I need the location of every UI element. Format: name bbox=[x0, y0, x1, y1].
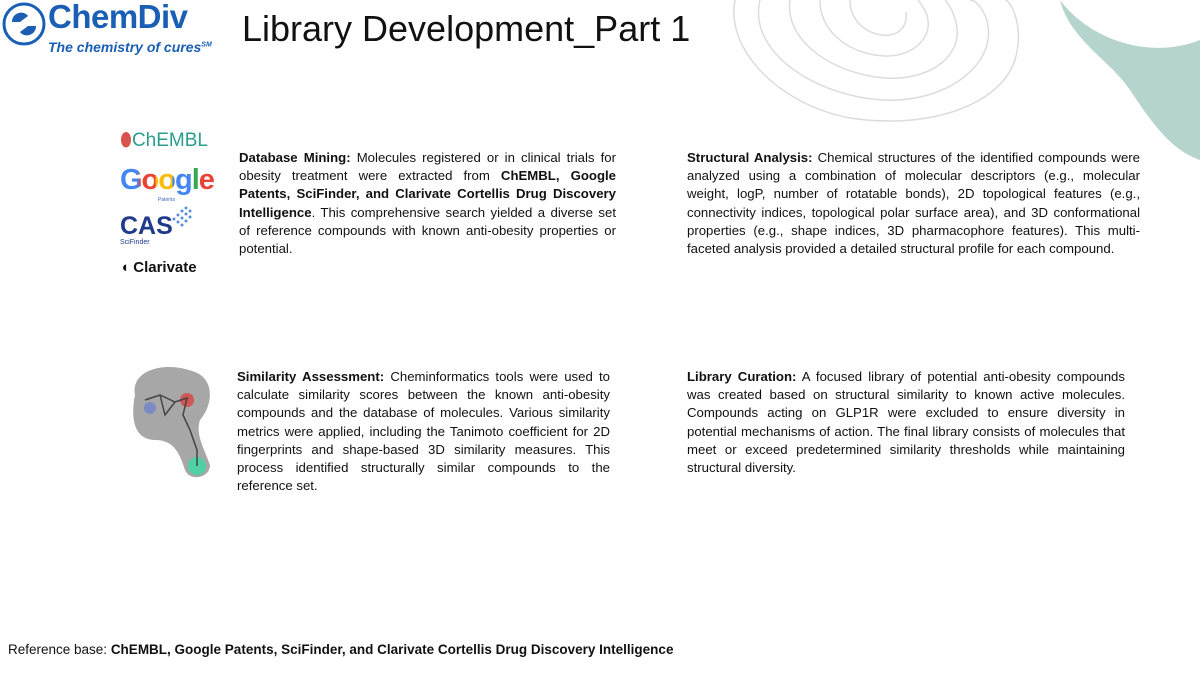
section-database-mining bbox=[239, 149, 616, 258]
reference-footer bbox=[8, 642, 673, 657]
cas-logo: CAS bbox=[120, 212, 173, 240]
section-bold-text: ChEMBL, Google Patents, SciFinder, and Clarivate Cortellis Drug Discovery Intelligence bbox=[239, 168, 616, 220]
cas-dots-icon bbox=[170, 205, 192, 227]
section-heading: Similarity Assessment: bbox=[237, 369, 385, 384]
google-patents-label: Patents bbox=[158, 197, 175, 203]
section-similarity-assessment bbox=[237, 368, 610, 495]
footer-label: Reference base: bbox=[8, 642, 111, 657]
page-title: Library Development_Part 1 bbox=[242, 8, 691, 49]
chemdiv-logo bbox=[2, 0, 212, 60]
logo-tagline-text: The chemistry of cures bbox=[48, 39, 202, 55]
section-heading: Library Curation: bbox=[687, 369, 797, 384]
footer-value: ChEMBL, Google Patents, SciFinder, and Clarivate Cortellis Drug Discovery Intelligence bbox=[110, 642, 674, 657]
section-text: . This comprehensive search yielded a diverse set of reference compounds with known anti-obesity properties or potential. bbox=[239, 204, 616, 257]
chembl-logo-text: ChEMBL bbox=[131, 130, 208, 151]
scifinder-label: SciFinder bbox=[120, 239, 150, 246]
chemdiv-logo-icon bbox=[2, 2, 46, 46]
logo-name: ChemDiv bbox=[48, 0, 188, 35]
section-text: A focused library of potential anti-obesity compounds was created based on structural similarity to known active molecules. Compounds acting on GLP1R were excluded to ensure diversity in potential mechanisms of action. The final library consists of molecules that meet or exceed predetermined similarity thresholds while maintaining structural diversity. bbox=[687, 369, 1125, 476]
chembl-logo: ⬮ChEMBL bbox=[120, 130, 208, 151]
logo-tagline bbox=[48, 39, 212, 55]
section-heading: Database Mining: bbox=[239, 150, 351, 165]
section-structural-analysis bbox=[687, 149, 1140, 258]
section-text: Chemical structures of the identified compounds were analyzed using a combination of molecular descriptors (e.g., molecular weight, logP, number of rotatable bonds), 2D topological features (e.g., connectivity indices, topological polar surface area), and 3D conformational properties (e.g., shape indices, 3D pharmacophore features). This multi-faceted analysis provided a detailed structural profile for each compound. bbox=[687, 150, 1140, 257]
google-logo: Google bbox=[120, 164, 214, 196]
section-text: Molecules registered or in clinical trials for obesity treatment were extracted from bbox=[239, 150, 616, 184]
clarivate-logo: ◖ Clarivate bbox=[120, 259, 197, 276]
section-library-curation bbox=[687, 368, 1125, 477]
clarivate-logo-text: Clarivate bbox=[133, 259, 197, 276]
section-text: Cheminformatics tools were used to calculate similarity scores between the known anti-obesity compounds and the database of molecules. Various similarity metrics were applied, including the Tanimoto coefficient for 2D fingerprints and shape-based 3D similarity measures. This process identified structurally similar compounds to the reference set. bbox=[237, 369, 610, 494]
molecule-3d-image bbox=[125, 360, 225, 485]
decorative-contour-background bbox=[730, 0, 1200, 160]
section-heading: Structural Analysis: bbox=[687, 150, 813, 165]
source-logos bbox=[118, 130, 228, 280]
logo-tagline-mark: SM bbox=[201, 41, 212, 49]
